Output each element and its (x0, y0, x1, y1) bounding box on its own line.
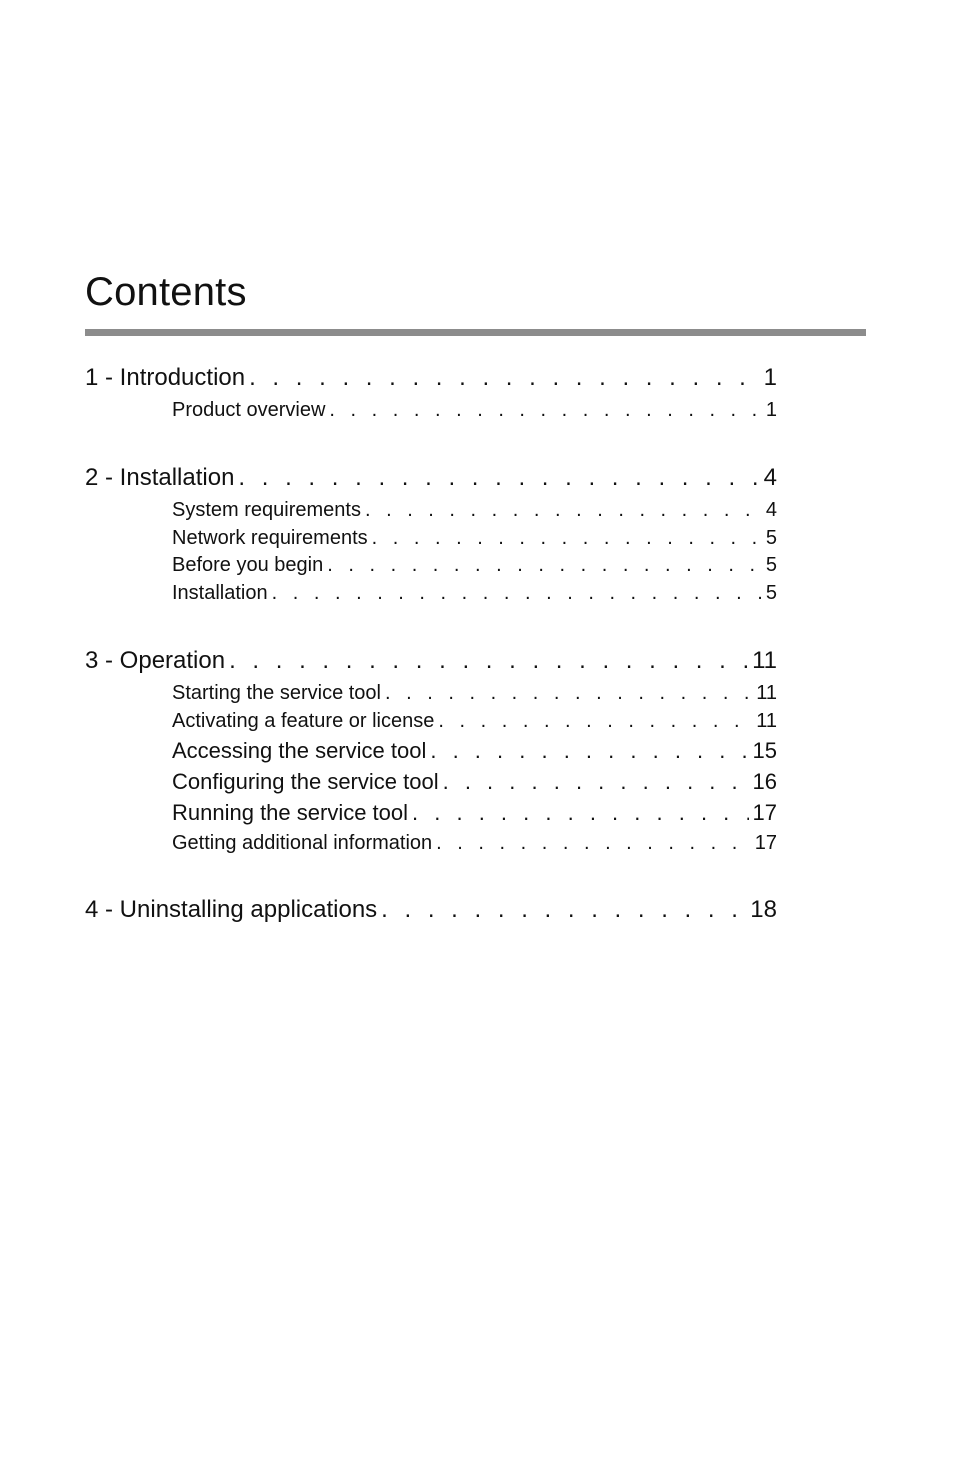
toc-entry-label: Configuring the service tool (172, 769, 439, 794)
toc-section-configuring-service-tool[interactable] (172, 768, 777, 796)
toc-entry-label: Getting additional information (172, 832, 433, 854)
toc-page-number: 4 (765, 499, 777, 521)
toc-section-accessing-service-tool[interactable] (172, 737, 777, 765)
toc-dot-leader (436, 829, 751, 857)
toc-section-running-service-tool[interactable] (172, 799, 777, 827)
toc-page-number: 18 (750, 896, 777, 923)
toc-page-number: 15 (752, 738, 777, 763)
toc-entry-label: System requirements (172, 499, 361, 521)
toc-page-number: 5 (765, 582, 777, 604)
toc-page-number: 17 (752, 800, 777, 825)
toc-dot-leader (385, 679, 752, 707)
toc-dot-leader (272, 579, 762, 607)
toc-section-before-you-begin[interactable] (172, 551, 777, 579)
toc-dot-leader (381, 894, 746, 926)
toc-section-product-overview[interactable] (172, 396, 777, 424)
toc-dot-leader (372, 524, 762, 552)
toc-entry-label: 4 - Uninstalling applications (85, 896, 378, 923)
toc-section-system-requirements[interactable] (172, 496, 777, 524)
toc-section-installation[interactable] (172, 579, 777, 607)
toc-entry-label: Before you begin (172, 554, 324, 576)
toc-chapter-operation[interactable] (85, 645, 777, 677)
toc-entry-label: Activating a feature or license (172, 710, 435, 732)
toc-dot-leader (249, 362, 760, 394)
toc-section-additional-information[interactable] (172, 829, 777, 857)
title-divider (85, 329, 866, 336)
toc-section-starting-service-tool[interactable] (172, 679, 777, 707)
toc-page-number: 17 (754, 832, 777, 854)
toc-page-number: 1 (765, 399, 777, 421)
toc-entry-label: 1 - Introduction (85, 364, 246, 391)
toc-page-number: 5 (765, 527, 777, 549)
toc-page-number: 5 (765, 554, 777, 576)
toc-chapter-uninstalling[interactable] (85, 894, 777, 926)
toc-page-number: 11 (756, 682, 777, 704)
toc-dot-leader (430, 737, 748, 765)
toc-chapter-installation[interactable] (85, 462, 777, 494)
toc-chapter-introduction[interactable] (85, 362, 777, 394)
toc-dot-leader (327, 551, 762, 579)
toc-entry-label: Product overview (172, 399, 326, 421)
toc-dot-leader (229, 645, 748, 677)
toc-entry-label: Accessing the service tool (172, 738, 427, 763)
toc-entry-label: 3 - Operation (85, 647, 226, 674)
toc-entry-label: 2 - Installation (85, 464, 235, 491)
toc-dot-leader (238, 462, 759, 494)
toc-dot-leader (365, 496, 762, 524)
toc-entry-label: Starting the service tool (172, 682, 381, 704)
toc-entry-label: Network requirements (172, 527, 368, 549)
toc-entry-label: Installation (172, 582, 268, 604)
page-title: Contents (85, 270, 247, 314)
toc-dot-leader (438, 707, 752, 735)
toc-page-number: 4 (763, 464, 777, 491)
toc-page-number: 16 (752, 769, 777, 794)
toc-dot-leader (443, 768, 749, 796)
toc-section-network-requirements[interactable] (172, 524, 777, 552)
toc-entry-label: Running the service tool (172, 800, 409, 825)
toc-section-activating-feature[interactable] (172, 707, 777, 735)
toc-dot-leader (329, 396, 761, 424)
toc-page-number: 11 (752, 647, 777, 674)
toc-dot-leader (412, 799, 748, 827)
toc-page-number: 1 (763, 364, 777, 391)
toc-page-number: 11 (756, 710, 777, 732)
